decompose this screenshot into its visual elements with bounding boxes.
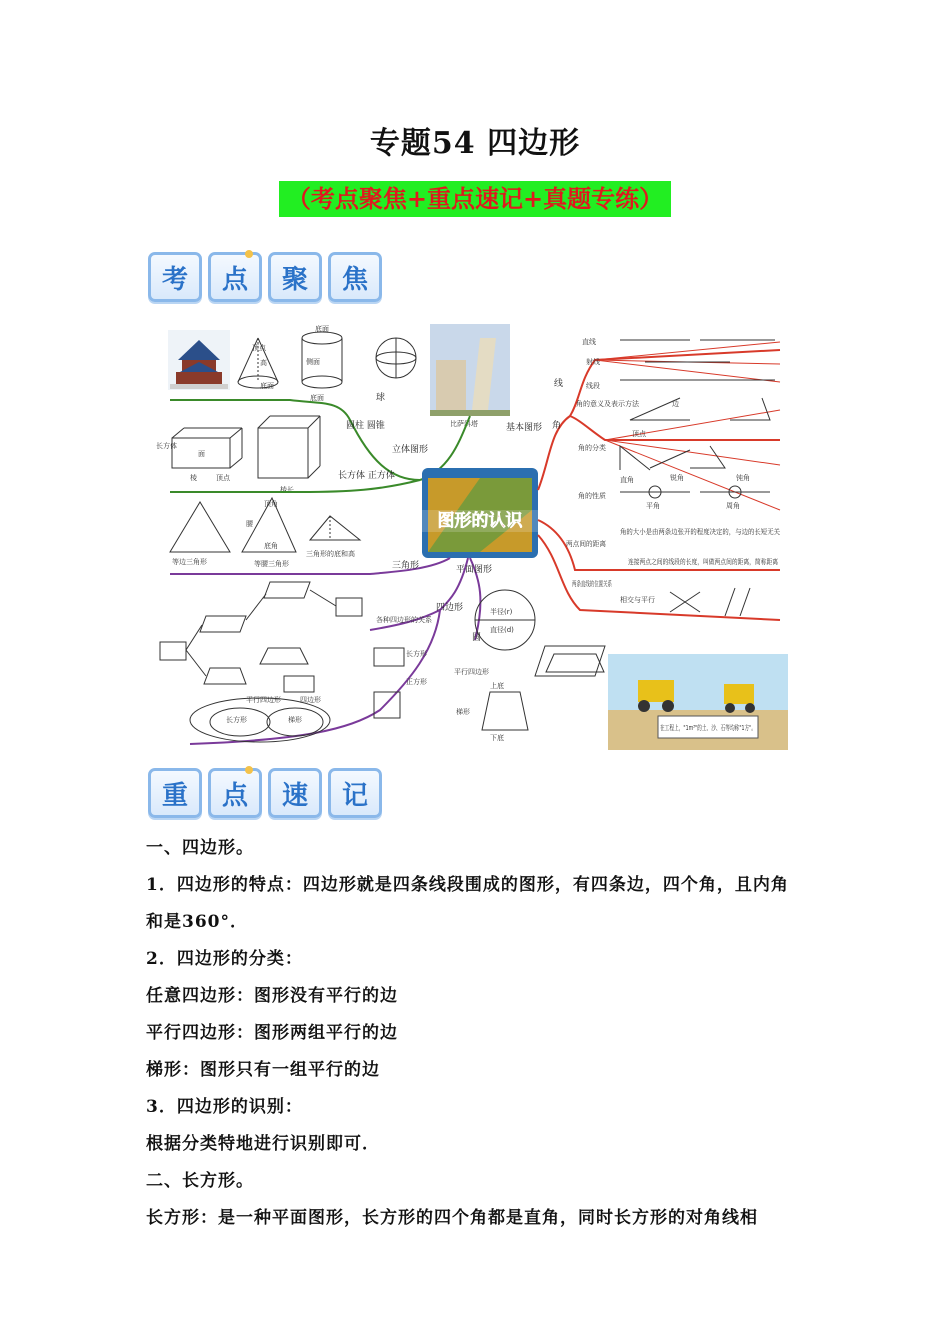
tag-char-2: 点 xyxy=(208,252,262,302)
base-angle-label: 底角 xyxy=(264,542,278,550)
line-label: 线 xyxy=(554,379,564,389)
lower-base-label: 下底 xyxy=(490,734,504,742)
center-label: 图形的认识 xyxy=(437,511,523,531)
tag-char-3: 速 xyxy=(268,768,322,818)
cube-edge-label: 棱长 xyxy=(280,486,294,494)
upper-base-label: 上底 xyxy=(490,682,504,690)
angle-label: 角 xyxy=(552,421,562,431)
sphere-sketch xyxy=(376,338,416,378)
triangles-label: 三角形 xyxy=(392,561,420,571)
cone-top-label: 顶点 xyxy=(252,344,266,352)
equilateral-label: 等边三角形 xyxy=(172,558,207,566)
positions-label: 两条直线的位置关系 xyxy=(572,580,635,588)
vertex-label: 顶点 xyxy=(632,430,646,438)
tag-char-4: 焦 xyxy=(328,252,382,302)
sphere-label: 球 xyxy=(376,393,386,403)
trapezoid-label: 梯形 xyxy=(456,708,470,716)
rect-label: 长方形 xyxy=(406,650,427,658)
acute-angle-label: 锐角 xyxy=(670,474,684,482)
cross-parallel-label: 相交与平行 xyxy=(620,596,655,604)
heading-rectangle: 二、长方形。 xyxy=(146,1171,254,1191)
tower-picture xyxy=(430,324,510,416)
round-angle-label: 周角 xyxy=(726,502,740,510)
straight-label: 直线 xyxy=(582,338,596,346)
cuboid-sketch xyxy=(172,428,242,468)
angle-meaning-label: 角的意义及表示方法 xyxy=(576,400,639,408)
heading-quadrilateral: 一、四边形。 xyxy=(146,838,254,858)
parallelogram-diagram xyxy=(546,654,604,672)
line-drawings xyxy=(620,340,775,380)
paragraph-trapezoid: 梯形：图形只有一组平行的边 xyxy=(146,1060,380,1080)
radius-label: 半径(r) xyxy=(490,608,513,616)
obtuse-angle-label: 钝角 xyxy=(736,474,750,482)
page-subtitle: （考点聚焦+重点速记+真题专练） xyxy=(279,181,671,217)
cube-sketch xyxy=(258,416,320,478)
waist-label: 腰 xyxy=(246,520,253,528)
straight-angle-label: 平角 xyxy=(646,502,660,510)
relation-rect: 长方形 xyxy=(226,716,247,724)
tag-char-4: 记 xyxy=(328,768,382,818)
paragraph-features: 1．四边形的特点：四边形就是四条线段围成的图形，有四条边，四个角，且内角和是360°． xyxy=(146,875,789,932)
relation-trapezoid: 梯形 xyxy=(288,716,302,724)
tag-char-3: 聚 xyxy=(268,252,322,302)
tower-caption: 比萨斜塔 xyxy=(450,420,478,428)
tag-char-1: 重 xyxy=(148,768,202,818)
cartoon-caption: 在工程上，"1m³"的土、沙、石等均称"1方"。 xyxy=(660,724,795,732)
angle-drawings xyxy=(620,398,770,498)
square-label: 正方形 xyxy=(406,678,427,686)
paragraph-recognition: 3．四边形的识别： xyxy=(146,1097,303,1117)
ray-label: 射线 xyxy=(586,358,600,366)
branch-plane-label: 平面图形 xyxy=(456,565,493,575)
quads-label: 四边形 xyxy=(436,603,464,613)
branch-basic-label: 基本图形 xyxy=(506,423,543,433)
paragraph-parallelogram: 平行四边形：图形两组平行的边 xyxy=(146,1023,398,1043)
paragraph-recognition-detail: 根据分类特地进行识别即可． xyxy=(146,1134,380,1154)
parallelogram-label: 平行四边形 xyxy=(454,668,489,676)
cone-height-label: 高 xyxy=(260,359,267,367)
angle-nature-label: 角的性质 xyxy=(578,492,606,500)
cartoon-picture xyxy=(608,654,795,750)
cone-bottom-label: 底面 xyxy=(260,382,274,390)
paragraph-rectangle: 长方形：是一种平面图形，长方形的四个角都是直角，同时长方形的对角线相 xyxy=(146,1208,758,1228)
right-angle-label: 直角 xyxy=(620,476,634,484)
cyl-cone-label: 圆柱 圆锥 xyxy=(346,421,385,431)
section-header-kaodian xyxy=(148,252,382,302)
vertex-angle-label: 顶角 xyxy=(264,500,278,508)
temple-picture xyxy=(168,330,230,390)
tag-char-1: 考 xyxy=(148,252,202,302)
side-label: 边 xyxy=(672,400,679,408)
relation-quad: 四边形 xyxy=(300,696,321,704)
cuboid-face-label: 面 xyxy=(198,450,205,458)
diameter-label: 直径(d) xyxy=(490,626,514,634)
section-header-zhongdian xyxy=(148,768,382,818)
bottom-height-label: 三角形的底和高 xyxy=(306,550,355,558)
cuboid-vertex-label: 顶点 xyxy=(216,474,230,482)
branch-3d-label: 立体图形 xyxy=(392,445,429,455)
cuboid-cube-label: 长方体 正方体 xyxy=(338,471,395,481)
segment-label: 线段 xyxy=(586,382,600,390)
angle-nature-text: 角的大小是由两条边张开的程度决定的，与边的长短无关 xyxy=(620,528,795,536)
isosceles-label: 等腰三角形 xyxy=(254,560,289,568)
tag-char-2: 点 xyxy=(208,768,262,818)
paragraph-classification: 2．四边形的分类： xyxy=(146,949,303,969)
mindmap-figure xyxy=(150,320,795,750)
distance-label: 两点间的距离 xyxy=(566,540,608,548)
red-subbranches xyxy=(595,342,780,510)
cuboid-edge-label: 棱 xyxy=(190,474,197,482)
page-title: 专题54 四边形 xyxy=(369,126,581,161)
quad-relation-chart xyxy=(160,582,362,742)
cross-lines-drawing xyxy=(670,588,750,616)
mindmap-svg xyxy=(150,320,795,750)
cuboid-name-label: 长方体 xyxy=(156,442,177,450)
distance-text: 连接两点之间的线段的长度，叫做两点间的距离，简称距离 xyxy=(628,558,795,566)
center-node xyxy=(422,468,538,558)
relation-label: 各种四边形的关系 xyxy=(376,616,432,624)
cylinder-top-label: 底面 xyxy=(315,325,329,333)
circle-label: 圆 xyxy=(472,633,482,643)
notes-body xyxy=(146,830,806,1237)
paragraph-arbitrary: 任意四边形：图形没有平行的边 xyxy=(146,986,398,1006)
cylinder-bottom-label: 底面 xyxy=(310,394,324,402)
relation-parallelogram: 平行四边形 xyxy=(246,696,281,704)
cylinder-side-label: 侧面 xyxy=(306,358,320,366)
angle-class-label: 角的分类 xyxy=(578,444,606,452)
purple-branch xyxy=(170,558,480,744)
